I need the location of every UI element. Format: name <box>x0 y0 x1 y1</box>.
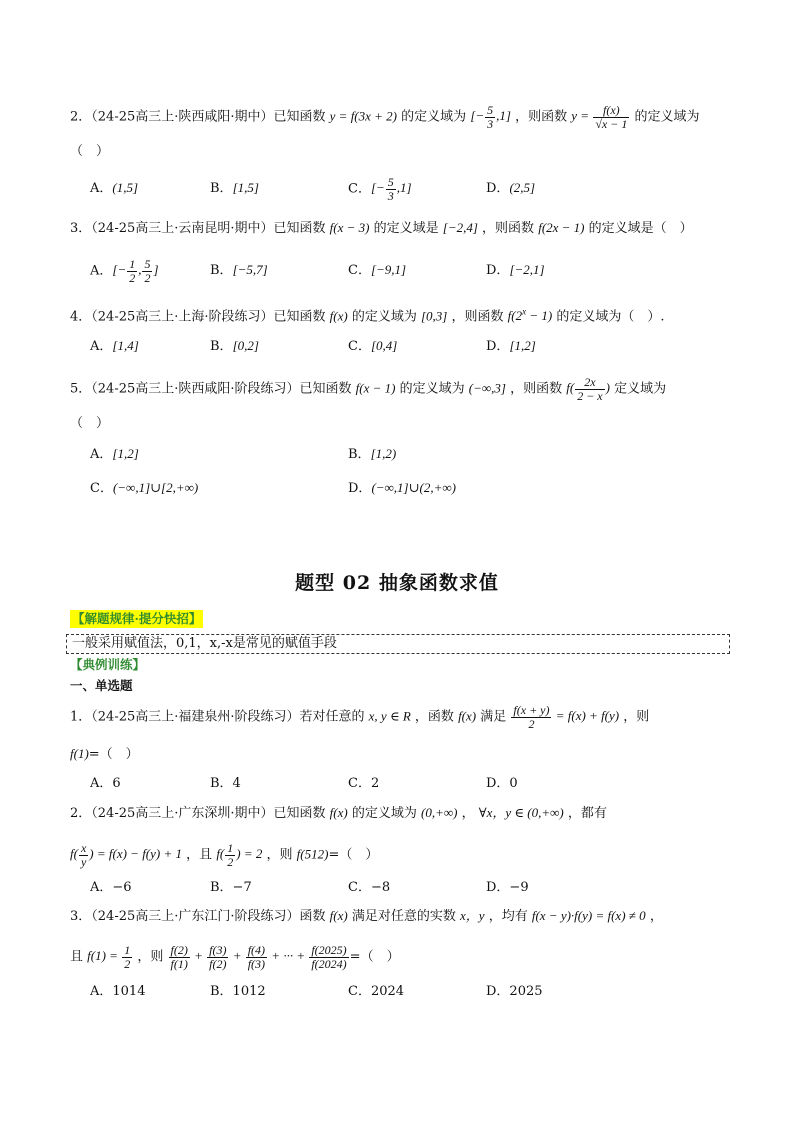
question-3-stem <box>70 218 693 239</box>
p2q1-option-d[interactable]: D．0 <box>486 776 518 791</box>
p2q1-option-b[interactable]: B．4 <box>210 776 241 791</box>
option-label: D． <box>486 181 510 196</box>
p2q3-option-d[interactable]: D．2025 <box>486 984 543 999</box>
p2q3-text-suffix: ， <box>649 909 663 924</box>
tip-heading: 【解题规律·提分快招】 <box>72 611 202 626</box>
q4-text-mid1: 的定义域为 <box>351 309 417 325</box>
math-expr: x，y <box>460 908 485 923</box>
math-expr: f(1) = $\frac{1}{2}$ <box>87 943 131 971</box>
p2q2-text-mid3: ，都有 <box>567 806 607 821</box>
q2-option-a[interactable] <box>90 178 138 199</box>
p2q3-text-mid2: ，均有 <box>488 909 528 924</box>
p2q2-text-mid1: 的定义域为 <box>351 806 417 821</box>
p2q3-option-c[interactable]: C．2024 <box>348 984 405 999</box>
q3-option-b[interactable] <box>210 260 268 281</box>
q4-option-a[interactable] <box>90 336 139 357</box>
p2q2-option-d[interactable]: D．−9 <box>486 880 529 895</box>
p2q3-line2 <box>70 944 400 971</box>
single-choice-heading: 一、单选题 <box>70 678 133 693</box>
option-label: B． <box>210 263 233 278</box>
q3-text-prefix: 3．（24-25高三上·云南昆明·期中）已知函数 <box>70 221 326 236</box>
p2q3-option-b[interactable]: B．1012 <box>210 984 266 999</box>
p2q2-option-c[interactable]: C．−8 <box>348 880 391 895</box>
p2q3-text-and: 且 <box>70 949 84 965</box>
option-label: B． <box>348 447 371 462</box>
math-expr: x, y ∈ R <box>368 708 411 724</box>
p2q2-ask-text: =（ ） <box>328 847 379 863</box>
option-value: [1,2] <box>509 338 536 353</box>
p2q2-option-b[interactable]: B．−7 <box>210 880 252 895</box>
option-label: B． <box>210 339 233 354</box>
math-expr: ∀x，y ∈ (0,+∞) <box>478 805 564 820</box>
p2q3-text-mid1: 满足对任意的实数 <box>351 909 456 924</box>
q5-text-prefix: 5．（24-25高三上·陕西咸阳·阶段练习）已知函数 <box>70 381 352 397</box>
q2-text-mid2: ，则函数 <box>515 109 568 125</box>
q4-option-c[interactable] <box>348 336 397 357</box>
q4-option-b[interactable] <box>210 336 259 357</box>
q3-option-a[interactable] <box>90 258 159 285</box>
option-value: [− $\frac{5}{3}$ ,1] <box>370 175 412 203</box>
q4-text-suffix: 的定义域为（ ）. <box>556 309 665 325</box>
p2q2-text-mid2: ， <box>461 806 475 821</box>
q3-text-mid2: ，则函数 <box>482 221 535 236</box>
math-expr: $\frac{f(2)}{f(1)}$ + $\frac{f(3)}{f(2)}$ + $\frac{f(4)}{f(3)}$ + ··· + $\frac{f(2025)}{f(2024)}$ <box>170 943 347 971</box>
option-label: D． <box>486 339 510 354</box>
p2q3-option-a[interactable]: A．1014 <box>90 984 146 999</box>
q5-text-mid1: 的定义域为 <box>399 381 465 397</box>
p2q2-text-prefix: 2．（24-25高三上·广东深圳·期中）已知函数 <box>70 806 326 821</box>
math-expr: f( $\frac{1}{2}$ ) = 2 <box>216 841 263 869</box>
option-value: [−9,1] <box>370 262 407 277</box>
q2-text-suffix: 的定义域为 <box>634 109 700 125</box>
p2-question-1-stem <box>70 704 649 731</box>
math-expr: y = $\frac{f(x)}{√x - 1}$ <box>571 103 628 131</box>
math-expr: f(512) <box>296 846 329 862</box>
p2q2-text-mid5: ，则 <box>266 847 293 863</box>
p2q1-text-suffix: ，则 <box>623 709 650 725</box>
p2q1-ask-text: =（ ） <box>88 747 139 762</box>
p2q1-text-mid2: 满足 <box>480 709 507 725</box>
q5-option-b[interactable] <box>348 444 396 465</box>
p2q1-option-a[interactable]: A．6 <box>90 776 121 791</box>
option-label: D． <box>348 481 372 496</box>
p2q1-ask <box>70 744 139 765</box>
math-expr: [0,3] <box>421 308 448 324</box>
math-expr: [− $\frac{5}{3}$ ,1] <box>470 103 511 131</box>
math-expr: f(x) <box>458 708 477 724</box>
option-value: [1,2] <box>112 446 139 461</box>
p2q2-line2 <box>70 842 378 869</box>
q5-option-d[interactable] <box>348 478 456 499</box>
option-label: A． <box>90 181 113 196</box>
p2q3-text-then: ，则 <box>137 949 164 965</box>
option-value: [− $\frac{1}{2}$ , $\frac{5}{2}$ ] <box>112 257 159 285</box>
q5-paren: （ ） <box>70 416 110 431</box>
q3-option-c[interactable] <box>348 260 406 281</box>
example-heading: 【典例训练】 <box>70 657 146 672</box>
math-expr: $f(2^x - 1)$ <box>507 307 553 324</box>
math-expr: f(x) <box>329 308 348 324</box>
p2-question-2-stem <box>70 803 607 824</box>
q4-text-prefix: 4．（24-25高三上·上海·阶段练习）已知函数 <box>70 309 326 325</box>
math-expr: f(1) <box>70 746 89 761</box>
q2-paren: （ ） <box>70 144 110 159</box>
math-expr: f(x − 3) <box>329 220 370 235</box>
q3-option-d[interactable] <box>486 260 545 281</box>
option-value: (1,5] <box>112 180 139 195</box>
option-label: C． <box>348 263 371 278</box>
p2q3-text-prefix: 3．（24-25高三上·广东江门·阶段练习）函数 <box>70 909 326 924</box>
q5-text-mid2: ，则函数 <box>510 381 563 397</box>
q5-option-a[interactable] <box>90 444 139 465</box>
option-value: [1,2) <box>370 446 397 461</box>
math-expr: f( $\frac{2x}{2 - x}$ ) <box>566 375 610 403</box>
question-2-stem <box>70 104 699 131</box>
option-label: A． <box>90 263 113 279</box>
q4-option-d[interactable] <box>486 336 536 357</box>
option-label: C． <box>90 481 113 496</box>
q2-text-prefix: 2．（24-25高三上·陕西咸阳·期中）已知函数 <box>70 109 326 125</box>
option-label: C． <box>348 181 371 197</box>
option-value: [−5,7] <box>232 262 268 277</box>
tip-text: 一般采用赋值法，0,1，x,-x是常见的赋值手段 <box>72 636 337 651</box>
math-expr: y = f(3x + 2) <box>329 108 398 124</box>
q2-option-b[interactable] <box>210 178 259 199</box>
math-expr: f(2x − 1) <box>538 220 585 235</box>
option-label: D． <box>486 263 510 278</box>
q2-option-d[interactable] <box>486 178 535 199</box>
option-label: A． <box>90 339 113 354</box>
p2q1-option-c[interactable]: C．2 <box>348 776 380 791</box>
option-label: A． <box>90 447 113 462</box>
q2-option-c[interactable] <box>348 176 412 203</box>
option-value: [−2,1] <box>509 262 545 277</box>
option-value: [0,2] <box>232 338 259 353</box>
math-expr: [−2,4] <box>442 220 478 235</box>
question-4-stem <box>70 302 665 327</box>
math-expr: f( $\frac{x}{y}$ ) = f(x) − f(y) + 1 <box>70 841 183 869</box>
q2-text-mid1: 的定义域为 <box>401 109 467 125</box>
math-expr: f(x) <box>329 805 348 820</box>
q5-option-c[interactable] <box>90 478 198 499</box>
option-label: B． <box>210 181 233 196</box>
option-value: [1,4] <box>112 338 139 353</box>
p2q3-ask-text: =（ ） <box>349 949 400 965</box>
q3-text-mid1: 的定义域是 <box>373 221 439 236</box>
question-5-stem <box>70 376 666 403</box>
p2q1-text-mid1: ，函数 <box>414 709 454 725</box>
option-label: C． <box>348 339 371 354</box>
math-expr: $\frac{f(x + y)}{2}$ = f(x) + f(y) <box>513 703 620 731</box>
p2q1-text-prefix: 1．（24-25高三上·福建泉州·阶段练习）若对任意的 <box>70 709 365 725</box>
option-value: [1,5] <box>232 180 259 195</box>
option-value: (2,5] <box>509 180 536 195</box>
p2-question-3-stem <box>70 906 663 927</box>
section-title: 题型 02 抽象函数求值 <box>295 572 499 594</box>
option-value: (−∞,1]∪(2,+∞) <box>371 480 456 495</box>
math-expr: f(x) <box>329 908 348 923</box>
option-value: [0,4] <box>370 338 398 353</box>
p2q2-option-a[interactable]: A．−6 <box>90 880 132 895</box>
q3-text-suffix: 的定义域是（ ） <box>588 221 693 236</box>
p2q2-text-mid4: ，且 <box>186 847 213 863</box>
q4-text-mid2: ，则函数 <box>451 309 504 325</box>
math-expr: (0,+∞) <box>421 805 458 820</box>
math-expr: f(x − y)·f(y) = f(x) ≠ 0 <box>531 908 646 923</box>
math-expr: (−∞,3] <box>468 380 506 396</box>
q5-text-suffix: 定义域为 <box>614 381 667 397</box>
option-value: (−∞,1]∪[2,+∞) <box>112 480 199 495</box>
math-expr: f(x − 1) <box>355 380 396 396</box>
